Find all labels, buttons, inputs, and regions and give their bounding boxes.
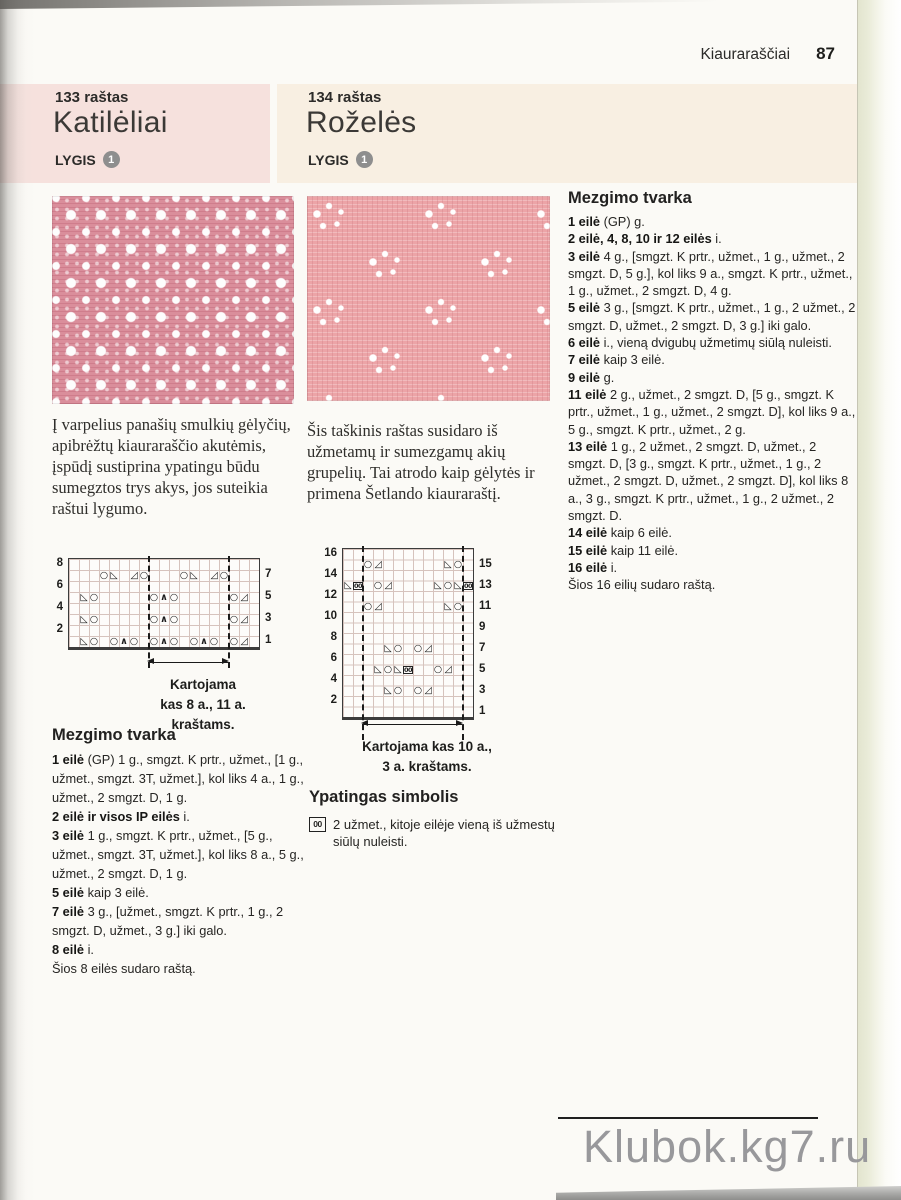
chart-symbol-decrease: ◺ [374, 664, 382, 676]
chart-symbol-decrease: ◿ [240, 592, 248, 603]
knit-swatch-photo-134 [307, 196, 550, 401]
chart-symbol-yarnover: ○ [433, 664, 443, 676]
instruction-line: Šios 8 eilės sudaro raštą. [52, 961, 196, 976]
chart-caption [327, 737, 527, 777]
pattern-134-level [308, 151, 373, 168]
row-number: 5 [479, 662, 486, 675]
pattern-133-level [55, 151, 120, 168]
instruction-line: 13 eilė 1 g., 2 užmet., 2 smgzt. D, užmet., 2 smgzt. D, [3 g., smgzt. K prtr., užmet., 1 g., 2 užmet., 2 smgzt. D, užmet., 2 smgzt. D], kol liks 8 a., 3 g., smgzt. K prtr., užmet., 1 g., 2 užmet., 2 smgzt. D. [568, 438, 849, 524]
chart-symbol-decrease: ◺ [110, 570, 118, 581]
instruction-line: 7 eilė 3 g., [užmet., smgzt. K prtr., 1 g., 2 smgzt. D, užmet., 3 g.] iki galo. [52, 904, 284, 938]
chart-symbol-yarnover: ○ [129, 636, 139, 647]
chart-symbol-yarnover: ○ [209, 636, 219, 647]
repeat-boundary-line [462, 546, 464, 740]
chart-symbol-yarnover: ○ [149, 592, 159, 603]
instruction-line: 2 eilė, 4, 8, 10 ir 12 eilės i. [568, 231, 722, 247]
chart-symbol-decrease: ◺ [80, 636, 88, 647]
instruction-line: Šios 16 eilių sudaro raštą. [568, 577, 716, 593]
chart-symbol-triple-decrease: ∧ [120, 636, 128, 647]
chart-symbol-yarnover: ○ [149, 614, 159, 625]
chart-symbol-decrease: ◿ [130, 570, 138, 581]
chart-symbol-decrease: ◿ [444, 664, 452, 676]
chart-symbol-yarnover: ○ [89, 592, 99, 603]
row-number: 4 [56, 601, 63, 613]
row-number: 15 [479, 557, 492, 570]
row-number: 7 [265, 568, 272, 580]
chapter-title: Kiauraraščiai [700, 46, 791, 63]
caption-line: kraštams. [171, 717, 235, 732]
knit-swatch-photo-133 [52, 196, 294, 404]
repeat-boundary-line [362, 546, 364, 740]
instruction-line: 14 eilė kaip 6 eilė. [568, 525, 672, 541]
level-1-badge: 1 [103, 151, 120, 168]
row-number: 1 [479, 704, 486, 717]
chart-symbol-decrease: ◺ [384, 685, 392, 697]
chart-symbol-yarnover: ○ [229, 636, 239, 647]
row-number: 2 [330, 694, 337, 706]
pattern-133-description: Į varpelius panašių smulkių gėlyčių, apibrėžtų kiauraraščio akutėmis, įspūdį sustiprina ypatingu būdu sumegztos trys akys, jos suteikia raštui lygumo. [52, 415, 291, 518]
instructions-title-134: Mezgimo tvarka [568, 189, 692, 207]
caption-line: kas 8 a., 11 a. [160, 697, 246, 712]
chart-symbol-decrease: ◺ [444, 601, 452, 613]
pattern-134-title: Roželės [306, 106, 417, 139]
row-number: 9 [479, 620, 486, 633]
level-label: LYGIS [55, 151, 96, 168]
row-number: 6 [56, 579, 63, 591]
chart-symbol-decrease: ◺ [454, 580, 462, 592]
pattern-133-number: 133 raštas [55, 89, 129, 106]
chart-symbol-yarnover: ○ [393, 643, 403, 655]
chart-symbol-double-yo: 00 [353, 581, 363, 590]
chart-symbol-decrease: ◿ [424, 685, 432, 697]
instruction-line: 2 eilė ir visos IP eilės i. [52, 809, 190, 824]
chart-symbol-decrease: ◿ [374, 601, 382, 613]
chart-symbol-decrease: ◺ [80, 592, 88, 603]
chart-symbol-yarnover: ○ [149, 636, 159, 647]
chart-symbol-triple-decrease: ∧ [200, 636, 208, 647]
double-yarnover-icon: 00 [309, 817, 326, 832]
chart-symbol-decrease: ◺ [384, 643, 392, 655]
chart-symbol-decrease: ◿ [240, 614, 248, 625]
scan-top-shadow [0, 0, 720, 9]
instruction-line: 15 eilė kaip 11 eilė. [568, 542, 679, 558]
row-number: 14 [324, 568, 337, 580]
level-label: LYGIS [308, 151, 349, 168]
instruction-line: 5 eilė 3 g., [smgzt. K prtr., užmet., 1 g., 2 užmet., 2 smgzt. D, užmet., 2 smgzt. D, 3 g.] iki galo. [568, 300, 856, 333]
chart-symbol-yarnover: ○ [179, 570, 189, 581]
chart-symbol-decrease: ◿ [384, 580, 392, 592]
chart-symbol-yarnover: ○ [443, 580, 453, 592]
chart-symbol-yarnover: ○ [169, 592, 179, 603]
chart-symbol-decrease: ◺ [434, 580, 442, 592]
row-number: 1 [265, 634, 272, 646]
chart-symbol-triple-decrease: ∧ [160, 636, 168, 647]
page-number: 87 [816, 44, 835, 63]
chart-symbol-triple-decrease: ∧ [160, 614, 168, 625]
instruction-line: 9 eilė g. [568, 369, 615, 385]
instruction-line: 1 eilė (GP) g. [568, 214, 645, 229]
row-number: 16 [324, 547, 337, 559]
instructions-title-133: Mezgimo tvarka [52, 726, 176, 744]
repeat-arrow [362, 724, 462, 725]
chart-symbol-yarnover: ○ [89, 614, 99, 625]
knitting-chart-134 [322, 548, 522, 788]
chart-symbol-yarnover: ○ [413, 685, 423, 697]
chart-symbol-decrease: ◺ [444, 559, 452, 571]
chart-caption [113, 675, 293, 735]
instructions-list-133 [52, 750, 306, 978]
chart-symbol-decrease: ◺ [80, 614, 88, 625]
chart-symbol-yarnover: ○ [89, 636, 99, 647]
chart-symbol-yarnover: ○ [169, 636, 179, 647]
chart-symbol-yarnover: ○ [219, 570, 229, 581]
page-bottom-edge-shadow [556, 1186, 901, 1200]
watermark-line [558, 1117, 818, 1119]
special-symbol-row [309, 816, 561, 850]
chart-symbol-decrease: ◺ [190, 570, 198, 581]
pattern-134-description: Šis taškinis raštas susidaro iš užmetamų ir sumezgamų akių grupelių. Tai atrodo kaip gėlytės ir primena Šetlando kiauraraštį. [307, 421, 535, 503]
caption-line: Kartojama [169, 677, 237, 692]
chart-symbol-decrease: ◺ [344, 580, 352, 592]
row-number: 7 [479, 641, 486, 654]
caption-line: 3 a. kraštams. [382, 759, 472, 774]
page-right-edge [857, 0, 901, 1200]
chart-symbol-yarnover: ○ [99, 570, 109, 581]
chart-symbol-yarnover: ○ [453, 601, 463, 613]
instructions-list-134 [568, 213, 856, 594]
row-number: 3 [265, 612, 272, 624]
instruction-line: 6 eilė i., vieną dvigubų užmetimų siūlą nuleisti. [568, 335, 832, 351]
pattern-133-title: Katilėliai [53, 106, 168, 139]
chart-grid [68, 558, 260, 650]
row-number: 8 [330, 631, 337, 643]
watermark-text: Klubok.kg7.ru [583, 1121, 872, 1172]
instruction-line: 16 eilė i. [568, 559, 618, 575]
instruction-line: 1 eilė (GP) 1 g., smgzt. K prtr., užmet., [1 g., užmet., smgzt. 3T, užmet.], kol liks 4 a., 1 g., užmet., 2 smgzt. D, 1 g. [52, 752, 304, 805]
repeat-boundary-line [228, 556, 230, 668]
row-number: 4 [330, 673, 337, 685]
chart-symbol-yarnover: ○ [229, 592, 239, 603]
row-number: 6 [330, 652, 337, 664]
chart-grid [342, 548, 474, 720]
repeat-boundary-line [148, 556, 150, 668]
chart-symbol-yarnover: ○ [453, 559, 463, 571]
pattern-134-number: 134 raštas [308, 89, 382, 106]
chart-symbol-decrease: ◿ [240, 636, 248, 647]
chart-symbol-double-yo: 00 [463, 581, 473, 590]
instruction-line: 5 eilė kaip 3 eilė. [52, 885, 149, 900]
chart-symbol-yarnover: ○ [189, 636, 199, 647]
knitting-chart-133 [52, 558, 292, 758]
chart-symbol-triple-decrease: ∧ [160, 592, 168, 603]
repeat-arrow [148, 662, 228, 663]
chart-symbol-decrease: ◿ [424, 643, 432, 655]
special-symbol-text: 2 užmet., kitoje eilėje vieną iš užmestų siūlų nuleisti. [333, 817, 555, 849]
chart-symbol-decrease: ◿ [374, 559, 382, 571]
chart-symbol-decrease: ◺ [394, 664, 402, 676]
chart-symbol-double-yo: 00 [403, 665, 413, 674]
row-number: 5 [265, 590, 272, 602]
instruction-line: 7 eilė kaip 3 eilė. [568, 352, 665, 368]
row-number: 12 [324, 589, 337, 601]
chart-symbol-yarnover: ○ [109, 636, 119, 647]
chart-symbol-decrease: ◿ [210, 570, 218, 581]
caption-line: Kartojama kas 10 a., [362, 739, 492, 754]
instruction-line: 11 eilė 2 g., užmet., 2 smgzt. D, [5 g., smgzt. K prtr., užmet., 1 g., užmet., 2 smgzt. D], kol liks 9 a., 5 g., smgzt. K prtr., užmet., 2 g. [568, 386, 856, 437]
special-symbol-title: Ypatingas simbolis [309, 788, 459, 806]
row-number: 13 [479, 578, 492, 591]
row-number: 8 [56, 557, 63, 569]
row-number: 3 [479, 683, 486, 696]
chart-symbol-yarnover: ○ [363, 559, 373, 571]
instruction-line: 8 eilė i. [52, 942, 94, 957]
chart-symbol-yarnover: ○ [393, 685, 403, 697]
chart-symbol-yarnover: ○ [413, 643, 423, 655]
chart-symbol-yarnover: ○ [169, 614, 179, 625]
level-1-badge: 1 [356, 151, 373, 168]
row-number: 2 [56, 623, 63, 635]
chart-symbol-yarnover: ○ [383, 664, 393, 676]
chart-symbol-yarnover: ○ [363, 601, 373, 613]
row-number: 11 [479, 599, 492, 612]
page-header [0, 44, 835, 64]
chart-symbol-yarnover: ○ [373, 580, 383, 592]
chart-symbol-yarnover: ○ [139, 570, 149, 581]
row-number: 10 [324, 610, 337, 622]
instruction-line: 3 eilė 4 g., [smgzt. K prtr., užmet., 1 g., užmet., 2 smgzt. D, 5 g.], kol liks 9 a., smgzt. K prtr., užmet., 1 g., užmet., 2 smgzt. D, 4 g. [568, 248, 853, 299]
chart-symbol-yarnover: ○ [229, 614, 239, 625]
instruction-line: 3 eilė 1 g., smgzt. K prtr., užmet., [5 g., užmet., smgzt. 3T, užmet.], kol liks 8 a., 5 g., užmet., 2 smgzt. D, 1 g. [52, 828, 304, 881]
